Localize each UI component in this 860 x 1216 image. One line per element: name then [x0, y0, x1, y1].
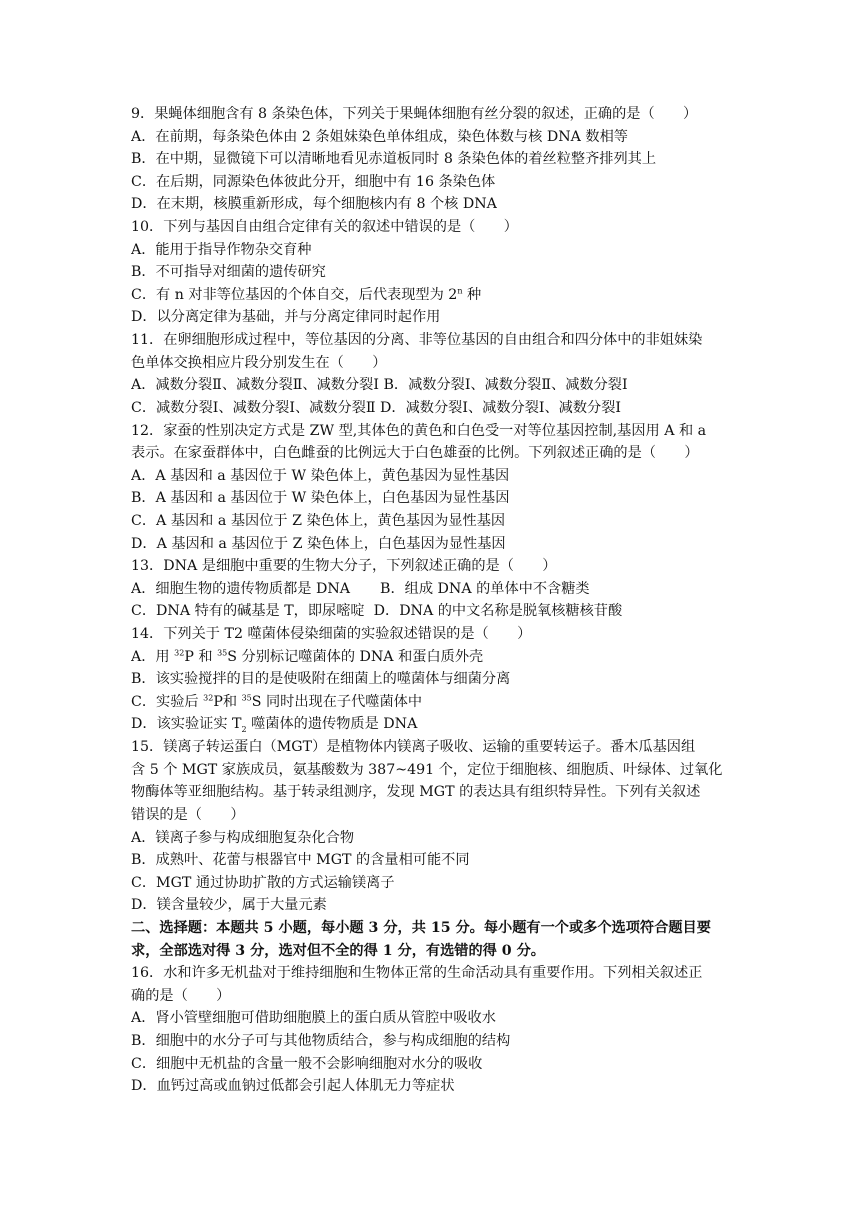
question-14-option-a	[131, 646, 741, 669]
question-14-option-b: B．该实验搅拌的目的是使吸附在细菌上的噬菌体与细菌分离	[131, 671, 511, 688]
question-16-option-d: D．血钙过高或血钠过低都会引起人体肌无力等症状	[131, 1078, 455, 1095]
question-12-option-b: B．A 基因和 a 基因位于 W 染色体上，白色基因为显性基因	[131, 490, 510, 507]
question-12-option-a: A．A 基因和 a 基因位于 W 染色体上，黄色基因为显性基因	[131, 467, 510, 484]
option-a: A．细胞生物的遗传物质都是 DNA	[131, 580, 351, 597]
subscript: 2	[241, 725, 247, 735]
exam-content	[131, 103, 741, 1098]
question-15-stem-line-4: 错误的是（ ）	[131, 806, 245, 823]
question-13-options-cd	[131, 600, 741, 623]
superscript: 35	[217, 647, 228, 657]
question-16-option-b: B．细胞中的水分子可与其他物质结合，参与构成细胞的结构	[131, 1032, 511, 1049]
question-9-option-d: D．在末期，核膜重新形成，每个细胞核内有 8 个核 DNA	[131, 196, 497, 213]
option-text: P 和	[184, 648, 218, 665]
superscript: n	[457, 286, 463, 296]
question-16-option-c: C．细胞中无机盐的含量一般不会影响细胞对水分的吸收	[131, 1055, 483, 1072]
question-11-options-ab: A．减数分裂Ⅱ、减数分裂Ⅱ、减数分裂Ⅰ B．减数分裂Ⅰ、减数分裂Ⅱ、减数分裂Ⅰ	[131, 377, 628, 394]
question-15-stem-line-1: 15．镁离子转运蛋白（MGT）是植物体内镁离子吸收、运输的重要转运子。番木瓜基因组	[131, 739, 696, 756]
question-11-stem-line-2: 色单体交换相应片段分别发生在（ ）	[131, 354, 387, 371]
section-two-heading-line-2: 求，全部选对得 3 分，选对但不全的得 1 分，有选错的得 0 分。	[131, 942, 545, 959]
question-11-options-cd: C．减数分裂Ⅰ、减数分裂Ⅰ、减数分裂Ⅱ D．减数分裂Ⅰ、减数分裂Ⅰ、减数分裂Ⅰ	[131, 399, 622, 416]
option-text: S 同时出现在子代噬菌体中	[251, 693, 423, 710]
question-9-stem: 9．果蝇体细胞含有 8 条染色体，下列关于果蝇体细胞有丝分裂的叙述，正确的是（ ）	[131, 106, 698, 122]
question-9-option-b: B．在中期，显微镜下可以清晰地看见赤道板同时 8 条染色体的着丝粒整齐排列其上	[131, 151, 657, 168]
option-text: C．实验后	[131, 693, 204, 710]
question-15-stem-line-3: 物酶体等亚细胞结构。基于转录组测序，发现 MGT 的表达具有组织特异性。下列有关叙述	[131, 784, 701, 801]
question-10-option-b: B．不可指导对细菌的遗传研究	[131, 264, 326, 281]
question-9-option-c: C．在后期，同源染色体彼此分开，细胞中有 16 条染色体	[131, 173, 496, 190]
question-13-options-ab	[131, 578, 741, 601]
option-tail: 种	[462, 286, 482, 303]
option-c: C．DNA 特有的碱基是 T，即尿嘧啶	[131, 603, 365, 620]
superscript: 32	[174, 647, 185, 657]
question-11-stem-line-1: 11．在卵细胞形成过程中，等位基因的分离、非等位基因的自由组合和四分体中的非姐妹染	[131, 332, 703, 349]
question-16-stem-line-1: 16．水和许多无机盐对于维持细胞和生物体正常的生命活动具有重要作用。下列相关叙述正	[131, 965, 703, 982]
question-15-option-d: D．镁含量较少，属于大量元素	[131, 897, 327, 914]
question-16-stem-line-2: 确的是（ ）	[131, 987, 231, 1004]
question-12-option-c: C．A 基因和 a 基因位于 Z 染色体上，黄色基因为显性基因	[131, 512, 506, 529]
question-14-stem: 14．下列关于 T2 噬菌体侵染细菌的实验叙述错误的是（ ）	[131, 626, 532, 643]
option-text: A．用	[131, 648, 175, 665]
section-two-heading-line-1: 二、选择题：本题共 5 小题，每小题 3 分，共 15 分。每小题有一个或多个选项符合题目要	[131, 919, 711, 936]
option-b: B．组成 DNA 的单体中不含糖类	[380, 580, 590, 597]
question-12-option-d: D．A 基因和 a 基因位于 Z 染色体上，白色基因为显性基因	[131, 535, 506, 552]
question-14-option-c	[131, 691, 741, 714]
question-9-option-a: A．在前期，每条染色体由 2 条姐妹染色单体组成，染色体数与核 DNA 数相等	[131, 128, 628, 145]
question-10-stem: 10．下列与基因自由组合定律有关的叙述中错误的是（ ）	[131, 219, 518, 236]
question-15-option-b: B．成熟叶、花蕾与根器官中 MGT 的含量相可能不同	[131, 852, 470, 869]
question-13-stem: 13．DNA 是细胞中重要的生物大分子，下列叙述正确的是（ ）	[131, 558, 557, 575]
question-10-option-d: D．以分离定律为基础，并与分离定律同时起作用	[131, 309, 441, 326]
option-text: C．有 n 对非等位基因的个体自交，后代表现型为 2	[131, 286, 458, 303]
option-text: D．该实验证实 T	[131, 716, 242, 733]
question-12-stem-line-1: 12．家蚕的性别决定方式是 ZW 型,其体色的黄色和白色受一对等位基因控制,基因用 A 和 a	[131, 422, 707, 439]
question-15-stem-line-2: 含 5 个 MGT 家族成员，氨基酸数为 387~491 个，定位于细胞核、细胞质、叶绿体、过氧化	[131, 761, 723, 778]
question-15-option-c: C．MGT 通过协助扩散的方式运输镁离子	[131, 874, 395, 891]
option-text: P和	[213, 693, 242, 710]
option-text: S 分别标记噬菌体的 DNA 和蛋白质外壳	[227, 648, 484, 665]
question-12-stem-line-2: 表示。在家蚕群体中，白色雌蚕的比例远大于白色雄蚕的比例。下列叙述正确的是（ ）	[131, 445, 699, 462]
option-d: D．DNA 的中文名称是脱氧核糖核苷酸	[373, 603, 623, 620]
question-10-option-c	[131, 284, 741, 307]
question-16-option-a: A．肾小管壁细胞可借助细胞膜上的蛋白质从管腔中吸收水	[131, 1010, 496, 1027]
option-text: 噬菌体的遗传物质是 DNA	[246, 716, 418, 733]
superscript: 32	[203, 693, 214, 703]
superscript: 35	[241, 693, 252, 703]
question-14-option-d	[131, 713, 741, 736]
question-10-option-a: A．能用于指导作物杂交育种	[131, 241, 312, 258]
question-15-option-a: A．镁离子参与构成细胞复杂化合物	[131, 829, 355, 846]
